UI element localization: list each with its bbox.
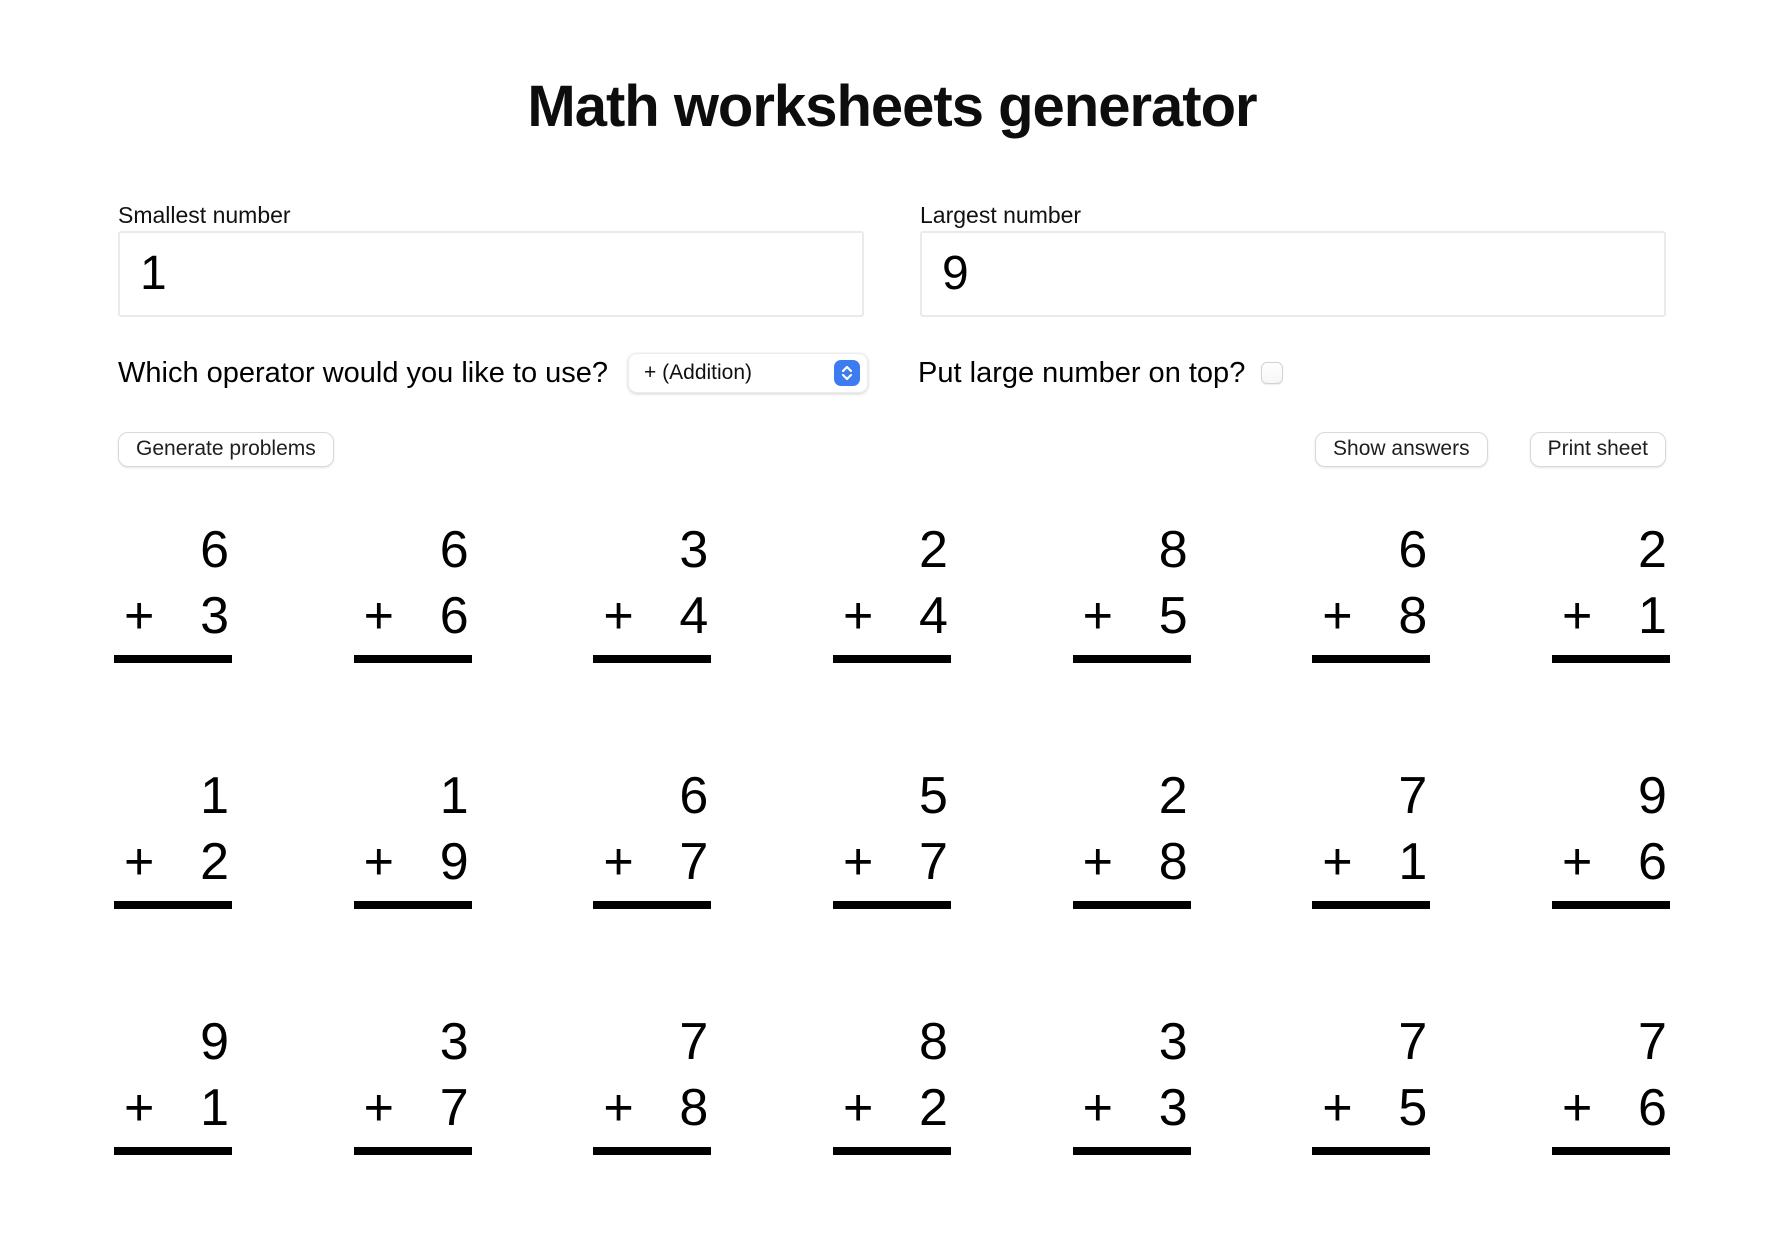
- plus-operator-symbol: +: [124, 1078, 155, 1137]
- problem-top-number: 7: [679, 1012, 709, 1071]
- worksheet: [0, 517, 1784, 1155]
- smallest-number-group: [118, 201, 864, 317]
- problem-top-number: 3: [679, 520, 709, 579]
- plus-operator-symbol: +: [1322, 832, 1353, 891]
- problem-top-number: 2: [1638, 520, 1667, 579]
- problem-addend: 9: [439, 832, 469, 891]
- operator-question-label: Which operator would you like to use?: [118, 356, 609, 389]
- plus-operator-symbol: +: [603, 1078, 634, 1137]
- problem-top-number: 9: [1638, 766, 1667, 825]
- largest-number-label: Largest number: [920, 201, 1082, 228]
- problem-cell: [593, 1009, 711, 1155]
- problem-bottom-row: [114, 1075, 232, 1141]
- problem-top-number: 5: [919, 766, 948, 825]
- problem-cell: [1552, 517, 1670, 663]
- problem-cell: [1552, 1009, 1670, 1155]
- problem-bottom-row: [593, 583, 711, 649]
- plus-operator-symbol: +: [1082, 832, 1113, 891]
- plus-operator-symbol: +: [1561, 1078, 1593, 1137]
- problem-addend: 4: [919, 586, 948, 645]
- plus-operator-symbol: +: [124, 586, 155, 645]
- problem-bottom-row: [114, 583, 232, 649]
- problem-bottom-row: [1312, 583, 1430, 649]
- problem-top-number: 6: [439, 520, 469, 579]
- problem-cell: [833, 517, 951, 663]
- problem-top-number: 3: [439, 1012, 469, 1071]
- problem-cell: [1552, 763, 1670, 909]
- problem-bottom-row: [593, 829, 711, 895]
- plus-operator-symbol: +: [842, 832, 874, 891]
- plus-operator-symbol: +: [1322, 586, 1353, 645]
- problem-addend: 2: [919, 1078, 948, 1137]
- print-sheet-button[interactable]: Print sheet: [1530, 432, 1666, 467]
- problem-addend: 3: [200, 586, 229, 645]
- problem-bottom-row: [1073, 583, 1191, 649]
- smallest-number-label: Smallest number: [118, 201, 291, 228]
- problem-addend: 6: [1638, 1078, 1667, 1137]
- problem-top-number: 6: [200, 520, 229, 579]
- problem-top-number: 7: [1398, 766, 1428, 825]
- chevron-up-down-icon: [834, 360, 860, 386]
- problem-top-number: 3: [1158, 1012, 1188, 1071]
- problem-addend: 3: [1158, 1078, 1188, 1137]
- problem-cell: [1073, 1009, 1191, 1155]
- number-range-form: [0, 201, 1784, 317]
- toolbar: [0, 432, 1784, 467]
- generate-problems-button[interactable]: Generate problems: [118, 432, 334, 467]
- problem-addend: 1: [1638, 586, 1667, 645]
- largest-number-group: [920, 201, 1666, 317]
- problem-bottom-row: [833, 829, 951, 895]
- plus-operator-symbol: +: [1082, 586, 1113, 645]
- problem-top-number: 1: [439, 766, 469, 825]
- plus-operator-symbol: +: [1322, 1078, 1353, 1137]
- plus-operator-symbol: +: [124, 832, 155, 891]
- problem-cell: [354, 763, 472, 909]
- problem-cell: [833, 1009, 951, 1155]
- problem-cell: [1312, 1009, 1430, 1155]
- problem-top-number: 9: [200, 1012, 229, 1071]
- problem-cell: [114, 763, 232, 909]
- problem-addend: 8: [679, 1078, 709, 1137]
- page-title: Math worksheets generator: [527, 74, 1257, 139]
- problem-bottom-row: [354, 829, 472, 895]
- plus-operator-symbol: +: [842, 586, 874, 645]
- show-answers-button[interactable]: Show answers: [1315, 432, 1488, 467]
- problem-bottom-row: [114, 829, 232, 895]
- problem-addend: 7: [919, 832, 948, 891]
- problem-addend: 2: [200, 832, 229, 891]
- plus-operator-symbol: +: [363, 832, 395, 891]
- problem-addend: 8: [1398, 586, 1428, 645]
- problem-addend: 7: [679, 832, 709, 891]
- problem-cell: [833, 763, 951, 909]
- problem-bottom-row: [1312, 1075, 1430, 1141]
- problem-addend: 6: [439, 586, 469, 645]
- plus-operator-symbol: +: [1561, 832, 1593, 891]
- operator-selected-value: + (Addition): [644, 360, 753, 384]
- problem-cell: [114, 1009, 232, 1155]
- large-number-on-top-checkbox[interactable]: [1261, 362, 1283, 384]
- problem-top-number: 1: [200, 766, 229, 825]
- largest-number-input[interactable]: [920, 231, 1666, 317]
- problem-addend: 5: [1158, 586, 1188, 645]
- problem-top-number: 2: [919, 520, 948, 579]
- problem-cell: [354, 517, 472, 663]
- worksheet-row: [114, 763, 1670, 909]
- problem-cell: [593, 517, 711, 663]
- smallest-number-input[interactable]: [118, 231, 864, 317]
- problem-addend: 7: [439, 1078, 469, 1137]
- problem-addend: 8: [1158, 832, 1188, 891]
- worksheet-row: [114, 517, 1670, 663]
- problem-bottom-row: [593, 1075, 711, 1141]
- problem-addend: 5: [1398, 1078, 1428, 1137]
- plus-operator-symbol: +: [842, 1078, 874, 1137]
- problem-bottom-row: [354, 1075, 472, 1141]
- problem-cell: [1312, 517, 1430, 663]
- plus-operator-symbol: +: [603, 586, 634, 645]
- operator-options-row: [0, 353, 1784, 393]
- problem-bottom-row: [1312, 829, 1430, 895]
- problem-bottom-row: [833, 1075, 951, 1141]
- problem-cell: [114, 517, 232, 663]
- problem-cell: [593, 763, 711, 909]
- problem-cell: [354, 1009, 472, 1155]
- plus-operator-symbol: +: [1082, 1078, 1113, 1137]
- problem-bottom-row: [1073, 1075, 1191, 1141]
- problem-bottom-row: [1552, 583, 1670, 649]
- problem-cell: [1312, 763, 1430, 909]
- plus-operator-symbol: +: [363, 586, 395, 645]
- problem-addend: 6: [1638, 832, 1667, 891]
- worksheet-row: [114, 1009, 1670, 1155]
- problem-top-number: 6: [1398, 520, 1428, 579]
- problem-top-number: 6: [679, 766, 709, 825]
- problem-bottom-row: [1073, 829, 1191, 895]
- problem-bottom-row: [1552, 829, 1670, 895]
- problem-bottom-row: [1552, 1075, 1670, 1141]
- problem-cell: [1073, 763, 1191, 909]
- problem-top-number: 2: [1158, 766, 1188, 825]
- problem-bottom-row: [354, 583, 472, 649]
- large-number-on-top-label: Put large number on top?: [918, 356, 1246, 389]
- problem-cell: [1073, 517, 1191, 663]
- problem-addend: 4: [679, 586, 709, 645]
- problem-top-number: 7: [1638, 1012, 1667, 1071]
- problem-top-number: 7: [1398, 1012, 1428, 1071]
- problem-top-number: 8: [1158, 520, 1188, 579]
- plus-operator-symbol: +: [1561, 586, 1593, 645]
- problem-addend: 1: [1398, 832, 1428, 891]
- operator-select[interactable]: [628, 353, 868, 393]
- problem-addend: 1: [200, 1078, 229, 1137]
- problem-bottom-row: [833, 583, 951, 649]
- plus-operator-symbol: +: [603, 832, 634, 891]
- plus-operator-symbol: +: [363, 1078, 395, 1137]
- problem-top-number: 8: [919, 1012, 948, 1071]
